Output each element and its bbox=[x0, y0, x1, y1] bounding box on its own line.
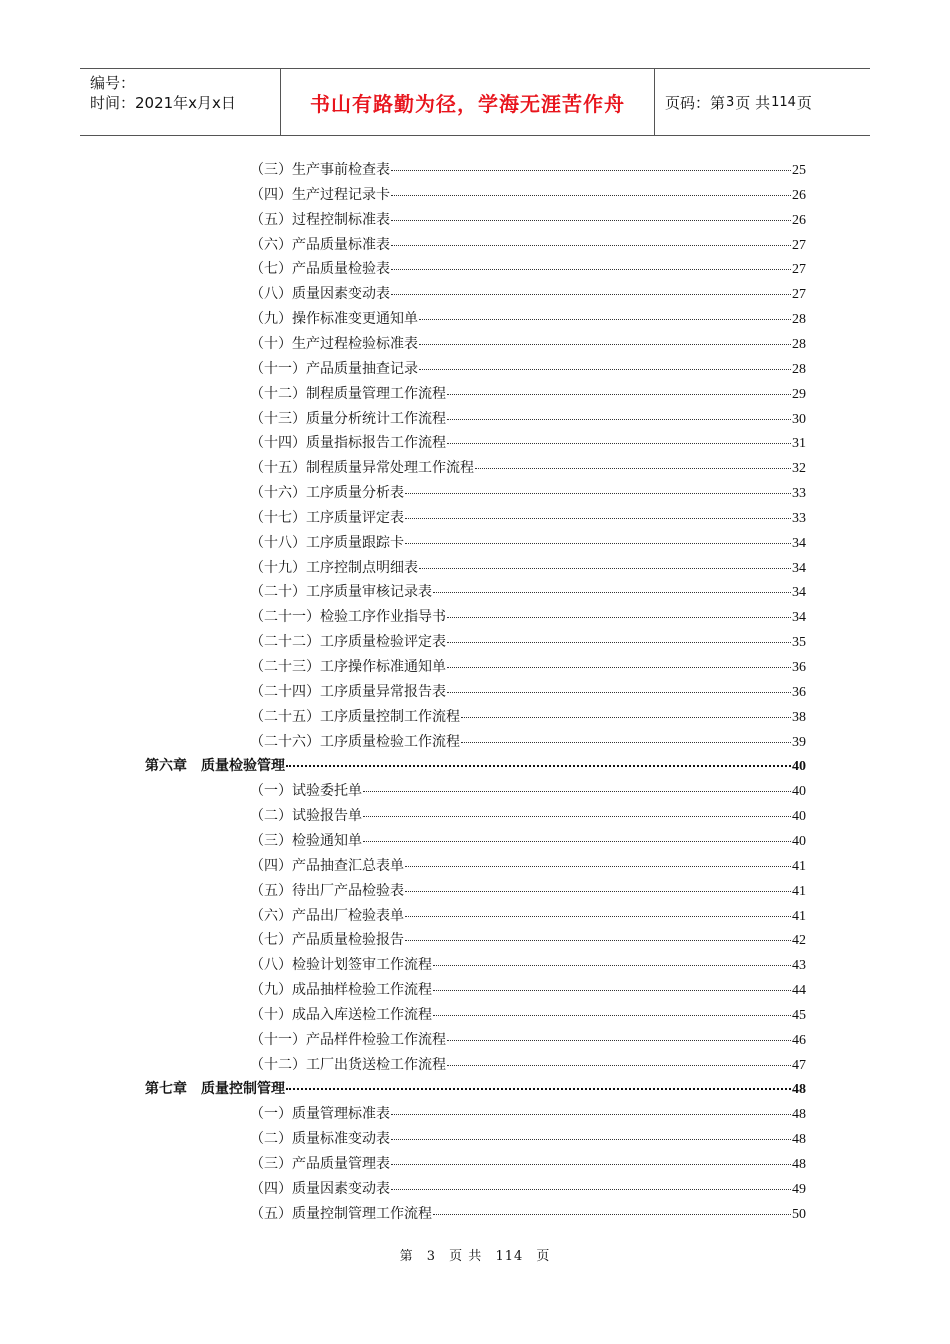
toc-entry-title: （二十二）工序质量检验评定表 bbox=[250, 634, 446, 651]
toc-entry-page: 26 bbox=[792, 187, 806, 203]
toc-entry-title: （六）产品出厂检验表单 bbox=[250, 907, 404, 924]
toc-entry-page: 32 bbox=[792, 461, 806, 477]
toc-entry-title: （十一）产品样件检验工作流程 bbox=[250, 1031, 446, 1048]
document-number-label: 编号： bbox=[90, 74, 136, 92]
toc-entry[interactable] bbox=[250, 556, 806, 580]
toc-entry-page: 40 bbox=[792, 784, 806, 800]
toc-dot-leader bbox=[419, 567, 791, 569]
toc-entry-title: （二十四）工序质量异常报告表 bbox=[250, 683, 446, 700]
toc-dot-leader bbox=[475, 467, 791, 469]
toc-dot-leader bbox=[391, 1163, 791, 1165]
toc-entry-page: 48 bbox=[792, 1157, 806, 1172]
toc-entry[interactable] bbox=[250, 730, 806, 754]
toc-chapter-entry[interactable] bbox=[145, 1077, 806, 1101]
toc-entry[interactable] bbox=[250, 282, 806, 306]
toc-entry-title: （五）质量控制管理工作流程 bbox=[250, 1205, 432, 1222]
toc-dot-leader bbox=[391, 244, 791, 246]
toc-entry-title: （二十六）工序质量检验工作流程 bbox=[250, 733, 460, 750]
toc-entry-title: （十二）工厂出货送检工作流程 bbox=[250, 1056, 446, 1073]
toc-entry-title: （五）待出厂产品检验表 bbox=[250, 882, 404, 899]
toc-dot-leader bbox=[419, 318, 791, 320]
toc-entry[interactable] bbox=[250, 854, 806, 878]
toc-entry-page: 45 bbox=[792, 1007, 806, 1023]
toc-entry[interactable] bbox=[250, 1053, 806, 1077]
toc-entry[interactable] bbox=[250, 1102, 806, 1126]
toc-entry-title: （八）检验计划签审工作流程 bbox=[250, 957, 432, 974]
toc-entry[interactable] bbox=[250, 233, 806, 257]
toc-entry-page: 34 bbox=[792, 535, 806, 551]
toc-entry-page: 29 bbox=[792, 386, 806, 402]
toc-entry-page: 47 bbox=[792, 1057, 806, 1073]
toc-entry-page: 27 bbox=[792, 262, 806, 278]
toc-entry-title: （一）试验委托单 bbox=[250, 783, 362, 800]
toc-entry-title: （十七）工序质量评定表 bbox=[250, 509, 404, 526]
toc-entry-page: 28 bbox=[792, 361, 806, 377]
toc-dot-leader bbox=[286, 764, 791, 767]
toc-dot-leader bbox=[447, 393, 791, 395]
toc-entry[interactable] bbox=[250, 431, 806, 455]
header-motto: 书山有路勤为径，学海无涯苦作舟 bbox=[281, 69, 655, 135]
toc-entry-title: （十八）工序质量跟踪卡 bbox=[250, 534, 404, 551]
toc-dot-leader bbox=[405, 865, 791, 867]
toc-entry-title: （二）质量标准变动表 bbox=[250, 1131, 390, 1148]
toc-entry-page: 28 bbox=[792, 312, 806, 328]
toc-dot-leader bbox=[405, 492, 791, 494]
header-meta bbox=[80, 69, 281, 135]
toc-entry-title: （十六）工序质量分析表 bbox=[250, 485, 404, 502]
toc-entry-title: （六）产品质量标准表 bbox=[250, 236, 390, 253]
toc-entry[interactable] bbox=[250, 779, 806, 803]
toc-dot-leader bbox=[433, 1213, 791, 1215]
toc-dot-leader bbox=[433, 591, 791, 593]
toc-entry-title: （二）试验报告单 bbox=[250, 808, 362, 825]
toc-dot-leader bbox=[433, 1014, 791, 1016]
toc-dot-leader bbox=[447, 418, 791, 420]
toc-entry-page: 42 bbox=[792, 933, 806, 949]
toc-entry-page: 49 bbox=[792, 1181, 806, 1197]
toc-entry[interactable] bbox=[250, 1028, 806, 1052]
page-header bbox=[80, 68, 870, 136]
toc-dot-leader bbox=[405, 517, 791, 519]
toc-entry-title: （二十五）工序质量控制工作流程 bbox=[250, 708, 460, 725]
toc-entry[interactable] bbox=[250, 928, 806, 952]
toc-dot-leader bbox=[391, 1138, 791, 1140]
toc-dot-leader bbox=[461, 741, 791, 743]
toc-dot-leader bbox=[391, 293, 791, 295]
toc-entry-page: 39 bbox=[792, 734, 806, 750]
toc-dot-leader bbox=[461, 716, 791, 718]
toc-entry-page: 36 bbox=[792, 684, 806, 700]
page-current: 3 bbox=[726, 94, 735, 110]
toc-entry[interactable] bbox=[250, 1127, 806, 1151]
toc-entry-page: 40 bbox=[792, 759, 806, 775]
toc-entry-page: 28 bbox=[792, 336, 806, 352]
toc-entry-title: （十九）工序控制点明细表 bbox=[250, 559, 418, 576]
toc-entry[interactable] bbox=[250, 531, 806, 555]
toc-entry-title: （九）操作标准变更通知单 bbox=[250, 311, 418, 328]
toc-entry[interactable] bbox=[250, 307, 806, 331]
toc-entry-page: 43 bbox=[792, 958, 806, 974]
toc-entry-title: （四）产品抽查汇总表单 bbox=[250, 857, 404, 874]
footer-current-page: 3 bbox=[426, 1249, 437, 1264]
toc-entry[interactable] bbox=[250, 208, 806, 232]
toc-entry-title: （十四）质量指标报告工作流程 bbox=[250, 435, 446, 452]
toc-entry-page: 41 bbox=[792, 908, 806, 924]
toc-entry-title: （十三）质量分析统计工作流程 bbox=[250, 410, 446, 427]
toc-entry[interactable] bbox=[250, 1202, 806, 1226]
toc-entry-title: （五）过程控制标准表 bbox=[250, 211, 390, 228]
document-date: 时间：2021年x月x日 bbox=[90, 94, 236, 112]
toc-entry[interactable] bbox=[250, 481, 806, 505]
toc-dot-leader bbox=[363, 790, 791, 792]
toc-entry[interactable] bbox=[250, 630, 806, 654]
toc-dot-leader bbox=[433, 989, 791, 991]
toc-entry-page: 34 bbox=[792, 560, 806, 576]
toc-dot-leader bbox=[286, 1087, 791, 1090]
toc-chapter-entry[interactable] bbox=[145, 754, 806, 778]
toc-entry-page: 33 bbox=[792, 486, 806, 502]
toc-entry-title: （二十一）检验工序作业指导书 bbox=[250, 609, 446, 626]
toc-entry[interactable] bbox=[250, 332, 806, 356]
toc-entry-title: （九）成品抽样检验工作流程 bbox=[250, 982, 432, 999]
toc-entry[interactable] bbox=[250, 705, 806, 729]
toc-entry[interactable] bbox=[250, 680, 806, 704]
toc-entry-title: （三）产品质量管理表 bbox=[250, 1156, 390, 1172]
toc-dot-leader bbox=[419, 343, 791, 345]
toc-dot-leader bbox=[391, 219, 791, 221]
toc-entry-page: 41 bbox=[792, 858, 806, 874]
page-footer bbox=[0, 1245, 950, 1264]
toc-entry[interactable] bbox=[250, 580, 806, 604]
toc-entry-page: 48 bbox=[792, 1107, 806, 1123]
toc-entry-title: （十五）制程质量异常处理工作流程 bbox=[250, 460, 474, 477]
toc-entry[interactable] bbox=[250, 456, 806, 480]
toc-dot-leader bbox=[405, 915, 791, 917]
toc-entry-title: （四）生产过程记录卡 bbox=[250, 186, 390, 203]
toc-entry-title: 第六章 质量检验管理 bbox=[145, 758, 285, 775]
toc-entry-title: （三）检验通知单 bbox=[250, 832, 362, 849]
toc-entry[interactable] bbox=[250, 407, 806, 431]
toc-dot-leader bbox=[447, 1064, 791, 1066]
toc-dot-leader bbox=[363, 815, 791, 817]
page-total: 114 bbox=[771, 94, 796, 110]
toc-entry-page: 36 bbox=[792, 660, 806, 675]
toc-entry-title: （三）生产事前检查表 bbox=[250, 162, 390, 178]
header-page-indicator bbox=[655, 69, 870, 135]
toc-entry-page: 50 bbox=[792, 1206, 806, 1222]
toc-entry-page: 34 bbox=[792, 585, 806, 601]
toc-entry-title: （七）产品质量检验表 bbox=[250, 261, 390, 278]
toc-dot-leader bbox=[363, 840, 791, 842]
toc-entry-page: 31 bbox=[792, 436, 806, 452]
toc-entry-title: （十）成品入库送检工作流程 bbox=[250, 1006, 432, 1023]
footer-mid: 页 共 bbox=[449, 1249, 483, 1264]
toc-entry-title: （十）生产过程检验标准表 bbox=[250, 335, 418, 352]
toc-entry-page: 40 bbox=[792, 809, 806, 825]
toc-entry[interactable] bbox=[250, 357, 806, 381]
toc-entry-page: 30 bbox=[792, 411, 806, 427]
toc-entry-page: 34 bbox=[792, 610, 806, 626]
toc-dot-leader bbox=[447, 442, 791, 444]
toc-entry[interactable] bbox=[250, 257, 806, 281]
toc-entry-title: （四）质量因素变动表 bbox=[250, 1180, 390, 1197]
toc-dot-leader bbox=[447, 666, 791, 668]
toc-entry-title: （二十）工序质量审核记录表 bbox=[250, 584, 432, 601]
toc-entry[interactable] bbox=[250, 506, 806, 530]
toc-dot-leader bbox=[419, 368, 791, 370]
toc-entry-page: 38 bbox=[792, 709, 806, 725]
toc-entry-page: 48 bbox=[792, 1132, 806, 1148]
toc-entry-page: 26 bbox=[792, 212, 806, 228]
toc-entry[interactable] bbox=[250, 829, 806, 853]
page-prefix: 页码：第 bbox=[665, 93, 726, 112]
toc-entry-title: （七）产品质量检验报告 bbox=[250, 932, 404, 949]
toc-dot-leader bbox=[391, 1188, 791, 1190]
toc-entry-page: 41 bbox=[792, 883, 806, 899]
footer-suffix: 页 bbox=[536, 1249, 551, 1264]
toc-entry[interactable] bbox=[250, 1003, 806, 1027]
toc-entry[interactable] bbox=[250, 382, 806, 406]
toc-entry[interactable] bbox=[250, 1152, 806, 1176]
toc-dot-leader bbox=[405, 890, 791, 892]
toc-entry-page: 46 bbox=[792, 1032, 806, 1048]
toc-dot-leader bbox=[447, 691, 791, 693]
toc-entry-title: （八）质量因素变动表 bbox=[250, 286, 390, 303]
toc-entry-page: 44 bbox=[792, 983, 806, 999]
footer-prefix: 第 bbox=[399, 1249, 414, 1264]
toc-entry-page: 33 bbox=[792, 510, 806, 526]
toc-entry[interactable] bbox=[250, 158, 806, 182]
toc-entry-page: 25 bbox=[792, 163, 806, 178]
toc-entry[interactable] bbox=[250, 183, 806, 207]
toc-dot-leader bbox=[447, 1039, 791, 1041]
toc-entry[interactable] bbox=[250, 879, 806, 903]
toc-dot-leader bbox=[447, 641, 791, 643]
toc-entry-title: （十二）制程质量管理工作流程 bbox=[250, 385, 446, 402]
toc-entry-page: 27 bbox=[792, 237, 806, 253]
toc-entry[interactable] bbox=[250, 1177, 806, 1201]
toc-entry[interactable] bbox=[250, 953, 806, 977]
toc-dot-leader bbox=[391, 268, 791, 270]
toc-entry-title: 第七章 质量控制管理 bbox=[145, 1081, 285, 1098]
toc-entry[interactable] bbox=[250, 605, 806, 629]
toc-entry-page: 40 bbox=[792, 833, 806, 849]
toc-dot-leader bbox=[405, 939, 791, 941]
toc-dot-leader bbox=[391, 1113, 791, 1115]
toc-entry[interactable] bbox=[250, 904, 806, 928]
toc-dot-leader bbox=[405, 542, 791, 544]
toc-entry-page: 27 bbox=[792, 287, 806, 303]
page-suffix: 页 bbox=[796, 93, 812, 112]
toc-entry-title: （二十三）工序操作标准通知单 bbox=[250, 659, 446, 675]
toc-entry-page: 48 bbox=[792, 1082, 806, 1098]
toc-dot-leader bbox=[447, 616, 791, 618]
toc-entry-title: （一）质量管理标准表 bbox=[250, 1106, 390, 1123]
page-mid: 页 共 bbox=[735, 93, 771, 112]
toc-entry-title: （十一）产品质量抽查记录 bbox=[250, 360, 418, 377]
toc-entry[interactable] bbox=[250, 978, 806, 1002]
toc-dot-leader bbox=[433, 964, 791, 966]
toc-dot-leader bbox=[391, 169, 791, 171]
footer-total-pages: 114 bbox=[495, 1249, 524, 1264]
toc-entry[interactable] bbox=[250, 655, 806, 679]
toc-entry-page: 35 bbox=[792, 635, 806, 651]
toc-dot-leader bbox=[391, 194, 791, 196]
toc-entry[interactable] bbox=[250, 804, 806, 828]
